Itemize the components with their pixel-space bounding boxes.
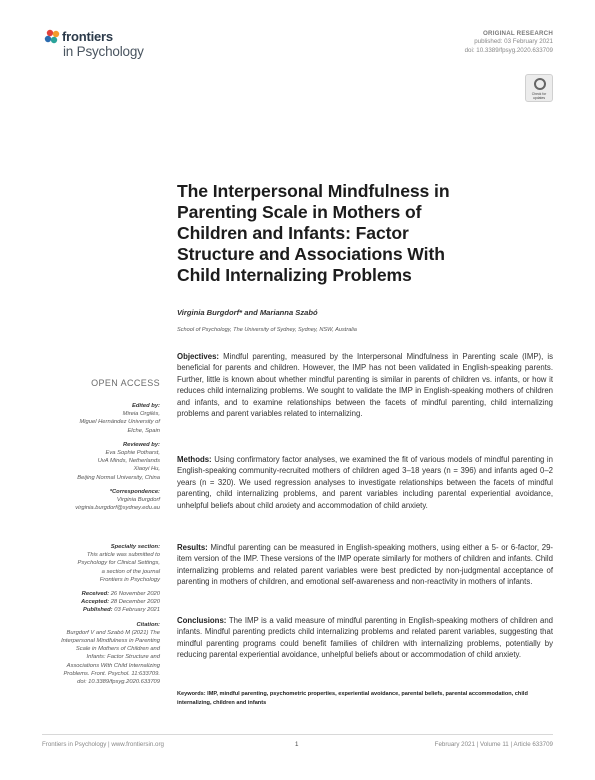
- footer-journal[interactable]: Frontiers in Psychology | www.frontiersin.org: [42, 741, 164, 748]
- received-date: 26 November 2020: [110, 591, 160, 598]
- open-access-label: OPEN ACCESS: [91, 378, 160, 388]
- reviewer-line: Beijing Normal University, China: [77, 474, 160, 481]
- citation-line: Scale in Mothers of Children and: [75, 646, 160, 653]
- accepted-label: Accepted:: [81, 599, 110, 606]
- correspondence-email[interactable]: virginia.burgdorf@sydney.edu.au: [75, 505, 160, 512]
- results-heading: Results:: [177, 543, 208, 552]
- editor-line: Elche, Spain: [127, 427, 160, 434]
- sidebar-specialty: [42, 543, 160, 686]
- affiliation: School of Psychology, The University of Sydney, Sydney, NSW, Australia: [177, 327, 357, 333]
- abstract-methods: [177, 454, 553, 511]
- title-line: Structure and Associations With: [177, 244, 445, 264]
- sidebar-editorial: [42, 402, 160, 512]
- methods-heading: Methods:: [177, 455, 212, 464]
- methods-text: Using confirmatory factor analyses, we examined the fit of various models of mindful parenting in English-speaking community-recruited mothers of children aged 3–18 years (n = 396) and infants aged 0–2 years (n = 320). We used regression analyses to investigate relationships between the facets of mindful parenting, child internalizing problems, and parent variables including parental experiential avoidance, unhelpful beliefs about child anxiety and accommodation of child anxiety.: [177, 455, 553, 510]
- abstract-conclusions: [177, 615, 553, 661]
- frontiers-logo-icon: [42, 28, 62, 48]
- check-for-updates-button[interactable]: [525, 74, 553, 102]
- conclusions-heading: Conclusions:: [177, 616, 227, 625]
- title-line: Child Internalizing Problems: [177, 265, 412, 285]
- refresh-icon: [534, 78, 546, 90]
- reviewer-line: Eva Sophie Potharst,: [105, 450, 160, 457]
- received-label: Received:: [81, 591, 110, 598]
- title-line: Children and Infants: Factor: [177, 223, 409, 243]
- citation-line: Interpersonal Mindfulness in Parenting: [61, 638, 160, 645]
- article-type: ORIGINAL RESEARCH: [483, 30, 553, 37]
- objectives-text: Mindful parenting, measured by the Interpersonal Mindfulness in Parenting scale (IMP), is beneficial for parents and children. However, the IMP has not been validated in English-speaking parents. Further, little is known about whether mindful parenting is similar in parents of children vs. infants, or how it reduces child internalizing problems. We sought to validate the IMP in English-speaking mothers of children and infants, and to examine relationships between the facets of mindful parenting, child internalizing problems and parent variables related to internalizing.: [177, 352, 554, 419]
- article-title: [177, 181, 557, 286]
- conclusions-text: The IMP is a valid measure of mindful parenting in English-speaking mothers of children and infants. Mindful parenting predicts child internalizing problems and related parent variables, suggesting that mindful parenting programs could benefit families of children with internalizing problems, potentially by reducing parental experiential avoidance, unhelpful beliefs about or accommodation of child anxiety.: [177, 616, 553, 660]
- reviewer-line: UvA Minds, Netherlands: [97, 458, 160, 465]
- specialty-line: This article was submitted to: [86, 552, 160, 559]
- published-date: published: 03 February 2021: [474, 38, 553, 46]
- journal-name-line1: frontiers: [62, 29, 113, 44]
- edited-by-label: Edited by:: [131, 403, 160, 409]
- page-number: 1: [295, 741, 299, 748]
- citation-line[interactable]: doi: 10.3389/fpsyg.2020.633709: [77, 679, 160, 686]
- journal-logo[interactable]: [42, 28, 172, 62]
- results-text: Mindful parenting can be measured in English-speaking mothers, using either a 5- or 6-factor, 29-item version of the IMP. These versions of the IMP operate similarly for mothers of children and infants. Child internalizing problems and related parent variables were best predicted by non-judgmental acceptance of parenting in mothers of children, and emotional self-awareness and non-reactivity in mothers of infants.: [177, 543, 554, 587]
- citation-line: Burgdorf V and Szabó M (2021) The: [66, 629, 160, 636]
- citation-label: Citation:: [136, 621, 160, 628]
- accepted-date: 28 December 2020: [110, 599, 160, 606]
- article-meta: [465, 30, 553, 55]
- abstract-objectives: [177, 351, 553, 419]
- journal-name-line2: in Psychology: [63, 44, 144, 59]
- editor-line: Mireia Orgilés,: [122, 411, 160, 418]
- correspondence-label: *Correspondence:: [109, 488, 160, 495]
- correspondence-name: Virginia Burgdorf: [116, 497, 160, 504]
- editor-line: Miguel Hernández University of: [79, 419, 160, 426]
- published-label: Published:: [82, 607, 113, 614]
- title-line: The Interpersonal Mindfulness in: [177, 181, 450, 201]
- published-date-side: 03 February 2021: [114, 607, 160, 614]
- title-line: Parenting Scale in Mothers of: [177, 202, 422, 222]
- author-list[interactable]: Virginia Burgdorf* and Marianna Szabó: [177, 308, 318, 317]
- citation-line: Associations With Child Internalizing: [66, 662, 160, 669]
- reviewer-line: Xiaoyi Hu,: [133, 466, 160, 473]
- doi[interactable]: doi: 10.3389/fpsyg.2020.633709: [464, 46, 553, 54]
- abstract-results: [177, 542, 553, 588]
- objectives-heading: Objectives:: [177, 352, 220, 361]
- specialty-line: a section of the journal: [101, 568, 160, 575]
- reviewed-by-label: Reviewed by:: [122, 441, 160, 448]
- specialty-line: Psychology for Clinical Settings,: [77, 560, 160, 567]
- footer-issue: February 2021 | Volume 11 | Article 633709: [434, 741, 553, 748]
- received-row: [42, 590, 160, 598]
- citation-line: Infants: Factor Structure and: [86, 654, 160, 661]
- keywords-text: IMP, mindful parenting, psychometric properties, experiential avoidance, parental beliefs, parental accommodation, child internalizing, children and infants: [177, 691, 528, 706]
- keywords: [177, 690, 553, 707]
- published-row: [42, 606, 160, 614]
- accepted-row: [42, 598, 160, 606]
- specialty-line: Frontiers in Psychology: [99, 576, 160, 583]
- check-for-updates-label: Check for updates: [531, 92, 547, 100]
- footer-divider: [42, 734, 553, 735]
- citation-line: Problems. Front. Psychol. 11:633709.: [63, 670, 160, 677]
- specialty-label: Specialty section:: [110, 544, 160, 550]
- keywords-heading: Keywords:: [177, 691, 206, 697]
